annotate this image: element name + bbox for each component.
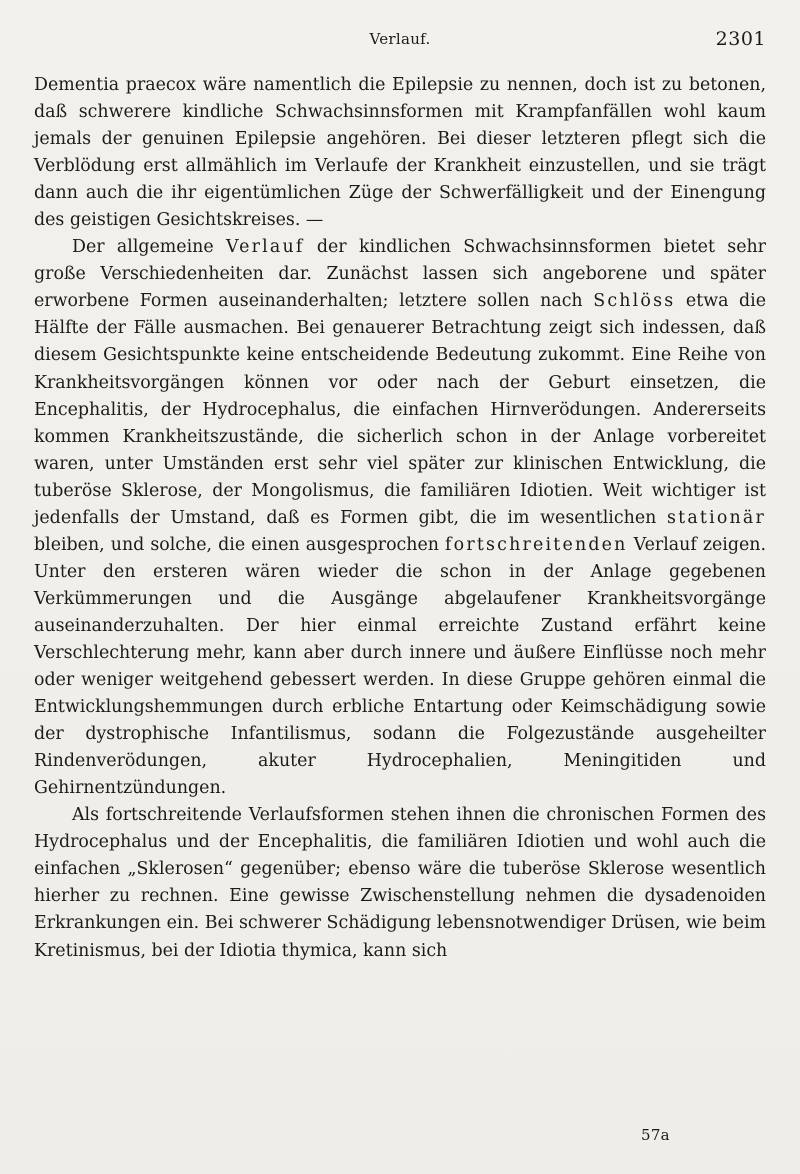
text-segment: etwa die Hälfte der Fälle ausmachen. Bei genauerer Betrachtung zeigt sich indessen, daß diesem Gesichtspunkte keine entscheidende Bedeutung zukommt. Eine Reihe von Krankheitsvorgängen können vor oder nach der Geburt einsetzen, die Encephalitis, der Hydrocephalus, die einfachen Hirnverödungen. Andererseits kommen Krankheitszustände, die sicherlich schon in der Anlage vorbereitet waren, unter Umständen erst sehr viel später zur klinischen Entwicklung, die tuberöse Sklerose, der Mongolismus, die familiären Idiotien. Weit wichtiger ist jedenfalls der Umstand, daß es Formen gibt, die im wesentlichen (34, 291, 766, 528)
paragraph-3 (34, 802, 766, 964)
printer-signature: 57a (641, 1126, 670, 1144)
text-segment: der kindlichen Schwachsinnsformen bietet sehr große Verschiedenheiten dar. Zunächst lassen sich angeborene und später erworbene Formen auseinanderhalten; letztere sollen nach (34, 237, 766, 312)
text-segment: Dementia praecox wäre namentlich die Epilepsie zu nennen, doch ist zu betonen, daß schwerere kindliche Schwachsinnsformen mit Krampfanfällen wohl kaum jemals der genuinen Epilepsie angehören. Bei dieser letzteren pflegt sich die Verblödung erst allmählich im Verlaufe der Krankheit einzustellen, und sie trägt dann auch die ihr eigentümlichen Züge der Schwerfälligkeit und der Einengung des geistigen Gesichtskreises. — (34, 75, 766, 231)
spaced-term-stationaer: stationär (667, 507, 766, 528)
spaced-term-verlauf: Verlauf (225, 237, 305, 258)
body-text (34, 72, 766, 965)
text-segment: Verlauf zeigen. Unter den ersteren wären wieder die schon in der Anlage gegebenen Verkümmerungen und die Ausgänge abgelaufener Krankheitsvorgänge auseinanderzuhalten. Der hier einmal erreichte Zustand erfährt keine Verschlechterung mehr, kann aber durch innere und äußere Einflüsse noch mehr oder weniger weitgehend gebessert werden. In diese Gruppe gehören einmal die Entwicklungshemmungen durch erbliche Entartung oder Keimschädigung sowie der dystrophische Infantilismus, sodann die Folgezustände ausgeheilter Rindenverödungen, akuter Hydrocephalien, Meningitiden und Gehirnentzündungen. (34, 534, 766, 799)
paragraph-1 (34, 72, 766, 234)
spaced-term-fortschreitenden: fortschreitenden (445, 534, 628, 555)
spaced-author-schloess: Schlöss (593, 291, 676, 312)
page-number: 2301 (715, 28, 766, 50)
text-segment: Der allgemeine (72, 237, 226, 258)
paragraph-2 (34, 234, 766, 802)
text-segment: Als fortschreitende Verlaufsformen stehen ihnen die chronischen Formen des Hydrocephalus und der Encephalitis, die familiären Idiotien und wohl auch die einfachen „Sklerosen“ gegenüber; ebenso wäre die tuberöse Sklerose wesentlich hierher zu rechnen. Eine gewisse Zwischenstellung nehmen die dysadenoiden Erkrankungen ein. Bei schwerer Schädigung lebensnotwendiger Drüsen, wie beim Kretinismus, bei der Idiotia thymica, kann sich (34, 805, 766, 961)
page-header (34, 30, 766, 58)
running-head: Verlauf. (369, 30, 431, 48)
text-segment: bleiben, und solche, die einen ausgesprochen (34, 534, 446, 555)
